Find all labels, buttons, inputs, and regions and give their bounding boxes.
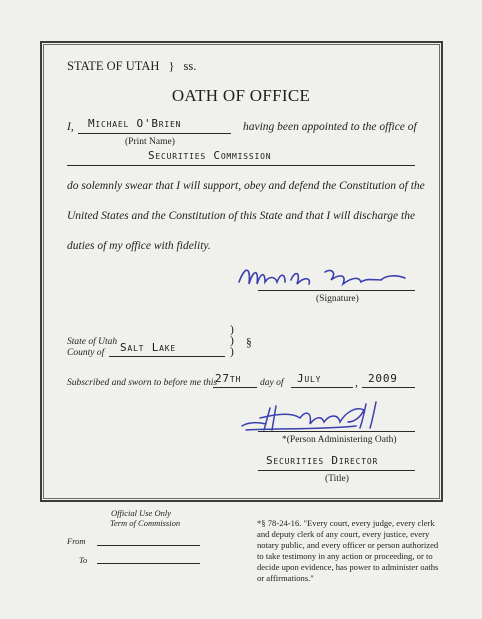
office-line xyxy=(67,165,415,166)
state-header xyxy=(67,59,196,74)
printed-name[interactable]: Michael O'Brien xyxy=(88,117,182,130)
sworn-year[interactable]: 2009 xyxy=(368,372,398,385)
administrator-caption: *(Person Administering Oath) xyxy=(282,435,397,445)
county-name[interactable]: Salt Lake xyxy=(120,341,176,354)
state-brace: } xyxy=(168,59,175,73)
document-title: OATH OF OFFICE xyxy=(171,86,311,105)
signature-scribble[interactable] xyxy=(235,262,415,292)
from-label: From xyxy=(67,536,86,546)
title-line xyxy=(258,470,415,471)
office-name[interactable]: Securities Commission xyxy=(148,149,272,162)
sworn-month[interactable]: July xyxy=(297,372,322,385)
sworn-day[interactable]: 27th xyxy=(215,372,242,385)
administrator-line xyxy=(258,431,415,432)
county-line xyxy=(109,356,225,357)
title-caption: (Title) xyxy=(325,474,349,484)
term-of-commission-label: Term of Commission xyxy=(110,518,181,528)
date-comma: , xyxy=(355,377,358,389)
month-line xyxy=(291,387,353,388)
venue-state: State of Utah xyxy=(67,337,118,347)
state-label: STATE OF UTAH xyxy=(67,59,160,73)
name-line xyxy=(78,133,231,134)
signature-caption: (Signature) xyxy=(316,294,359,304)
year-line xyxy=(362,387,415,388)
from-line[interactable] xyxy=(97,545,200,546)
signature-line xyxy=(258,290,415,291)
venue-section-symbol: § xyxy=(246,337,252,349)
day-line xyxy=(213,387,257,388)
appointment-suffix: having been appointed to the office of xyxy=(243,121,417,133)
print-name-caption: (Print Name) xyxy=(125,137,175,147)
oath-text-line-3: duties of my office with fidelity. xyxy=(67,240,211,252)
statute-note: *§ 78-24-16. "Every court, every judge, every clerk and deputy clerk of any court, every justice, every notary public, and every officer or person authorized to take testimony in any action or proceeding, or to decide upon evidence, has power to administer oaths or affirmations." xyxy=(257,518,439,583)
official-use-label: Official Use Only xyxy=(111,508,171,518)
ss-label: ss. xyxy=(183,59,197,73)
administrator-title[interactable]: Securities Director xyxy=(266,454,379,467)
appointment-prefix: I, xyxy=(67,121,74,133)
oath-text-line-2: United States and the Constitution of this State and that I will discharge the xyxy=(67,210,416,222)
venue-county-label: County of xyxy=(67,348,105,358)
venue-bracket: ) ) ) xyxy=(230,324,234,358)
sworn-prefix: Subscribed and sworn to before me this xyxy=(67,378,218,388)
to-line[interactable] xyxy=(97,563,200,564)
day-of-label: day of xyxy=(260,378,284,388)
to-label: To xyxy=(79,555,88,565)
oath-text-line-1: do solemnly swear that I will support, obey and defend the Constitution of the xyxy=(67,180,425,192)
